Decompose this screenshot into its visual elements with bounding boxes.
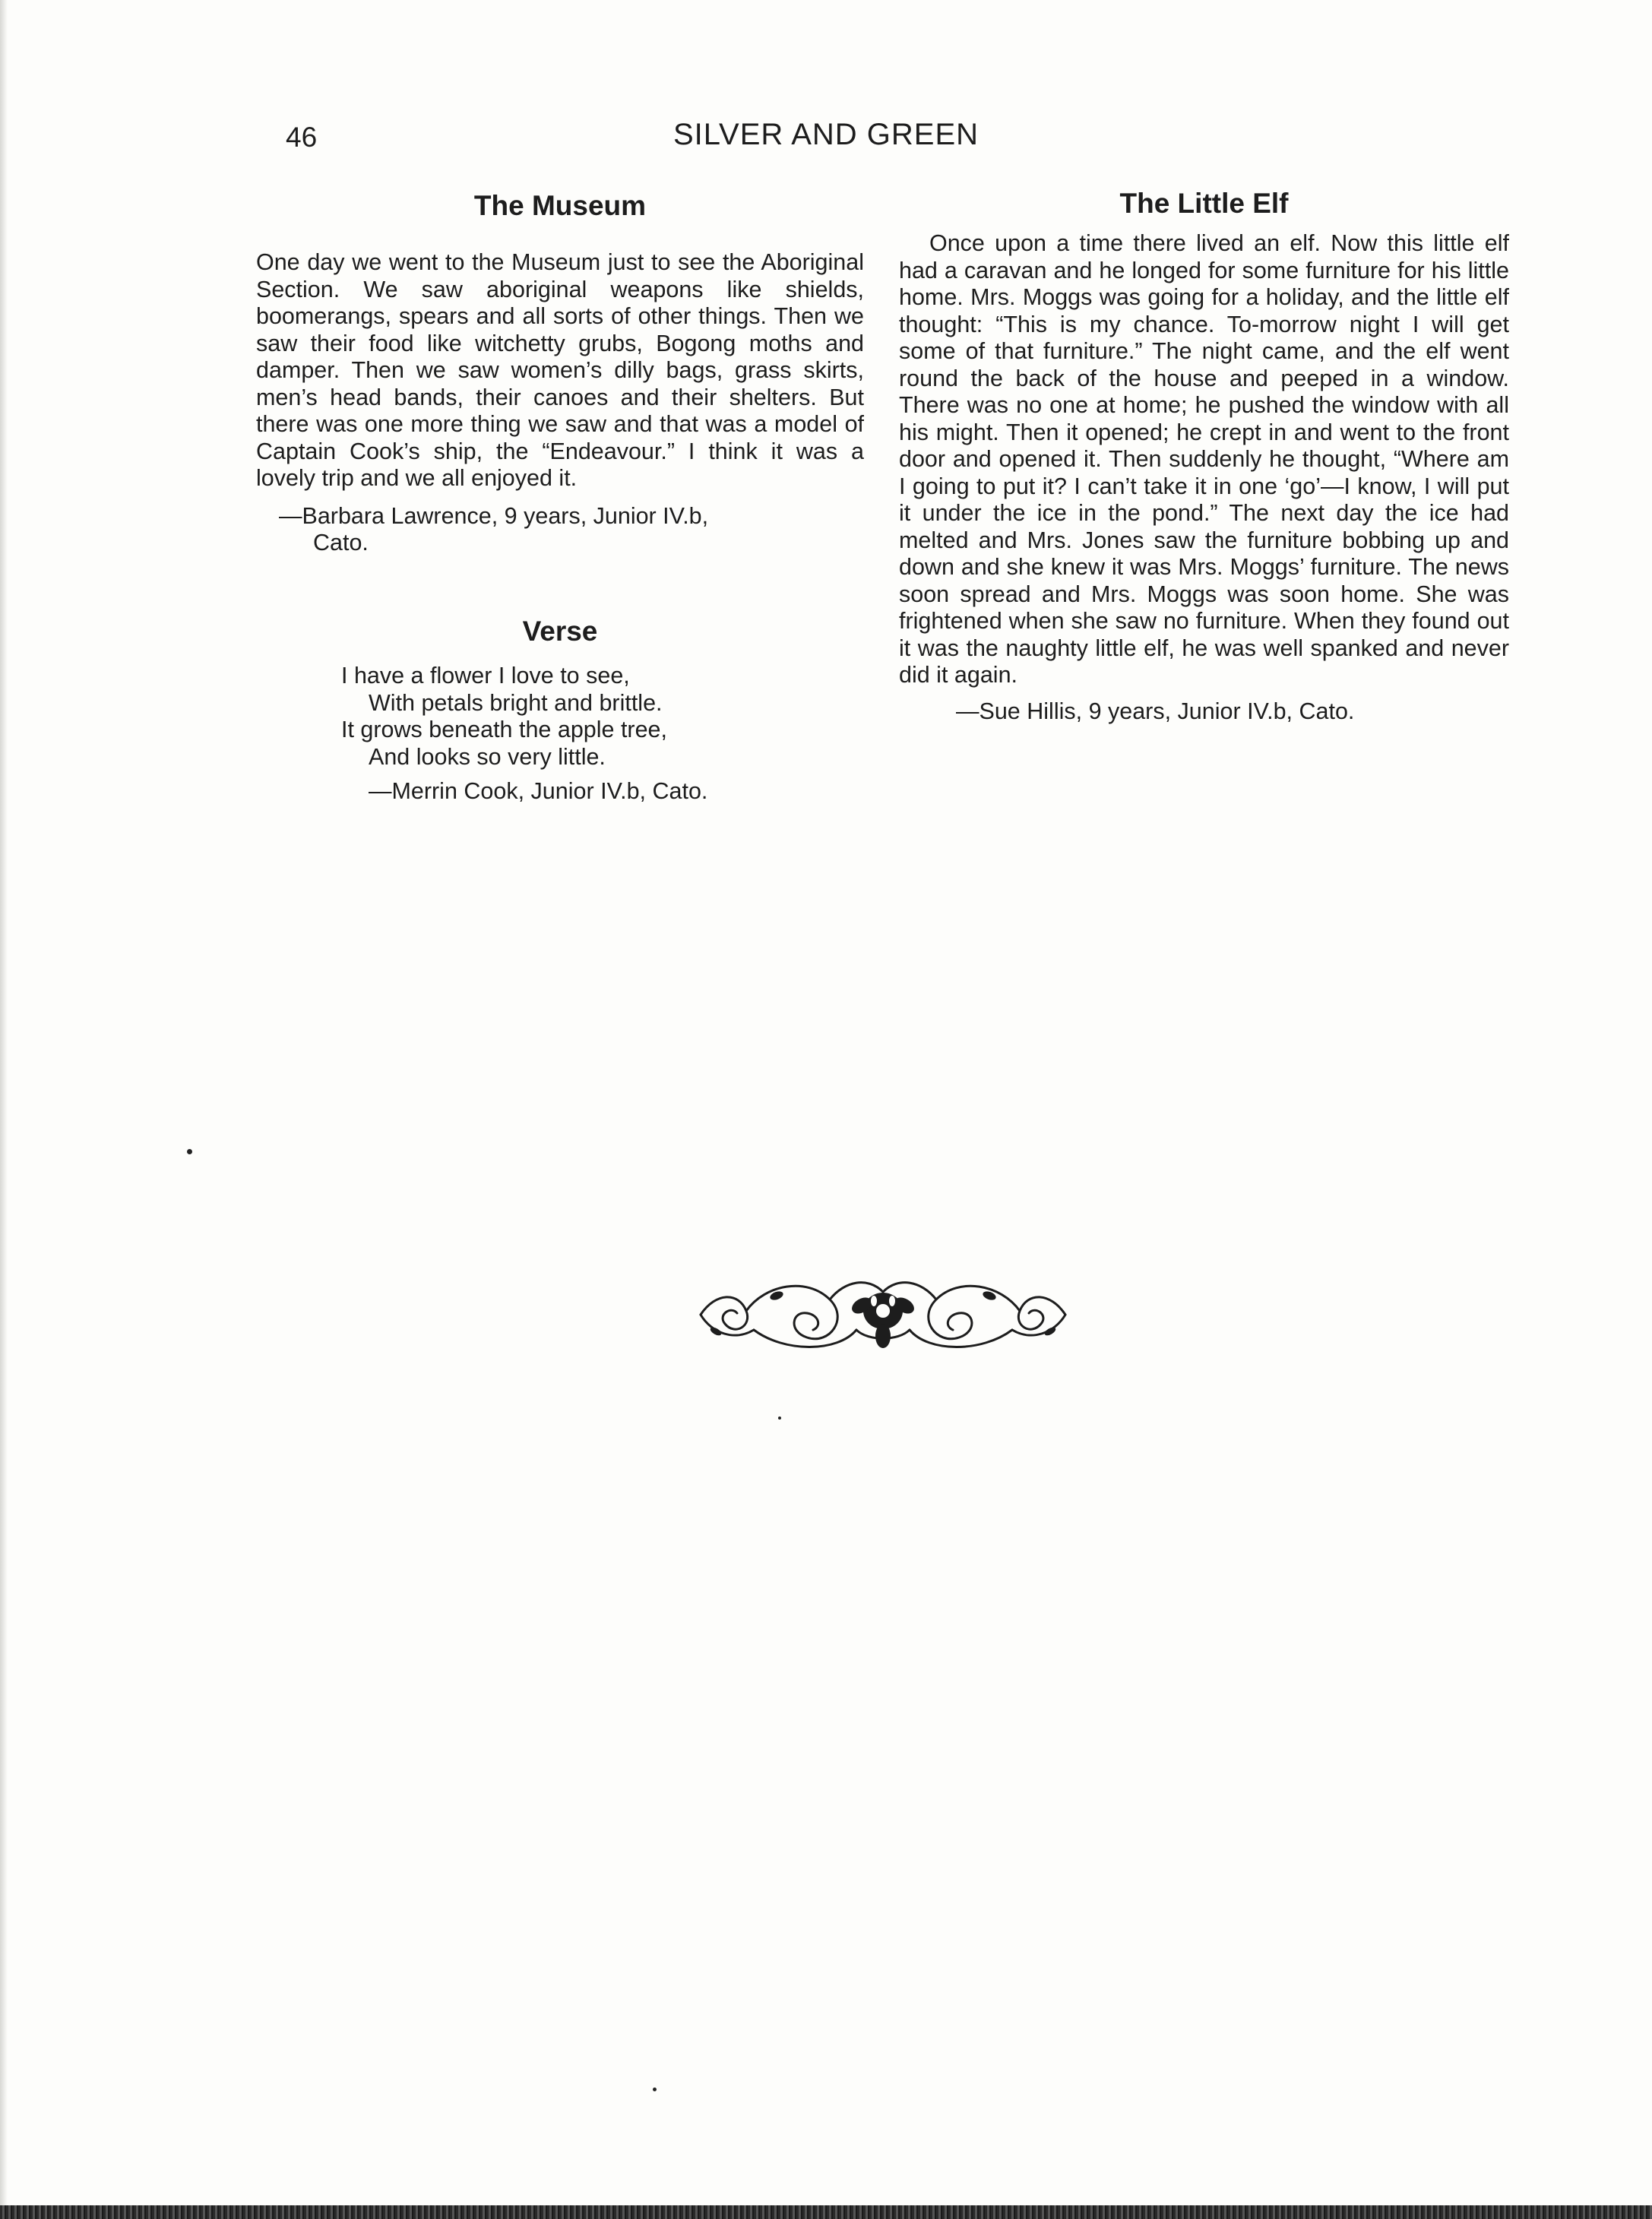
little-elf-body: Once upon a time there lived an elf. Now this little elf had a caravan and he longed for some furniture for his little home. Mrs. Moggs was going for a holiday, and the little elf thought: “This is my chance. To-morrow night I will get some of that furniture.” The night came, and the elf went round the back of the house and peeped in a window. There was no one at home; he pushed the window with all his might. Then it opened; he crept in and went to the front door and opened it. Then suddenly he thought, “Where am I going to put it? I can’t take it in one ‘go’—I know, I will put it under the ice in the pond.” The next day the ice had melted and Mrs. Jones saw the furniture bobbing up and down and she knew it was Mrs. Moggs’ furniture. The news soon spread and Mrs. Moggs was soon home. She was frightened when she saw no furniture. When they found out it was the naughty little elf, he was well spanked and never did it again. [899, 230, 1509, 688]
scan-speck [653, 2088, 657, 2091]
scan-speck [778, 1417, 781, 1420]
scan-speck [187, 1149, 192, 1154]
little-elf-credit: —Sue Hillis, 9 years, Junior IV.b, Cato. [956, 698, 1355, 724]
article-museum [256, 190, 864, 557]
museum-credit-line1: —Barbara Lawrence, 9 years, Junior IV.b, [279, 502, 709, 529]
page-bottom-edge [0, 2205, 1652, 2219]
article-verse [256, 616, 864, 806]
verse-line: It grows beneath the apple tree, [341, 717, 667, 742]
museum-title: The Museum [473, 190, 647, 221]
museum-body: One day we went to the Museum just to see the Aboriginal Section. We saw aboriginal weapons like shields, boomerangs, spears and all sorts of other things. Then we saw their food like witchetty grubs, Bogong moths and damper. Then we saw women’s dilly bags, grass skirts, men’s head bands, their canoes and their shelters. But there was one more thing we saw and that was a model of Captain Cook’s ship, the “Endeavour.” I think it was a lovely trip and we all enjoyed it. [256, 249, 864, 491]
verse-credit: —Merrin Cook, Junior IV.b, Cato. [369, 778, 708, 804]
verse-stanza [256, 663, 864, 771]
little-elf-title: The Little Elf [1119, 188, 1289, 219]
floral-scroll-ornament-icon [693, 1269, 1073, 1360]
verse-line: And looks so very little. [369, 743, 606, 770]
verse-title: Verse [522, 616, 598, 647]
page-left-edge [0, 0, 8, 2219]
page-number: 46 [286, 122, 318, 153]
article-little-elf [899, 188, 1509, 725]
verse-line: I have a flower I love to see, [341, 663, 630, 688]
museum-credit-line2: Cato. [313, 530, 369, 556]
verse-line: With petals bright and brittle. [369, 689, 663, 716]
running-title: SILVER AND GREEN [673, 118, 979, 151]
